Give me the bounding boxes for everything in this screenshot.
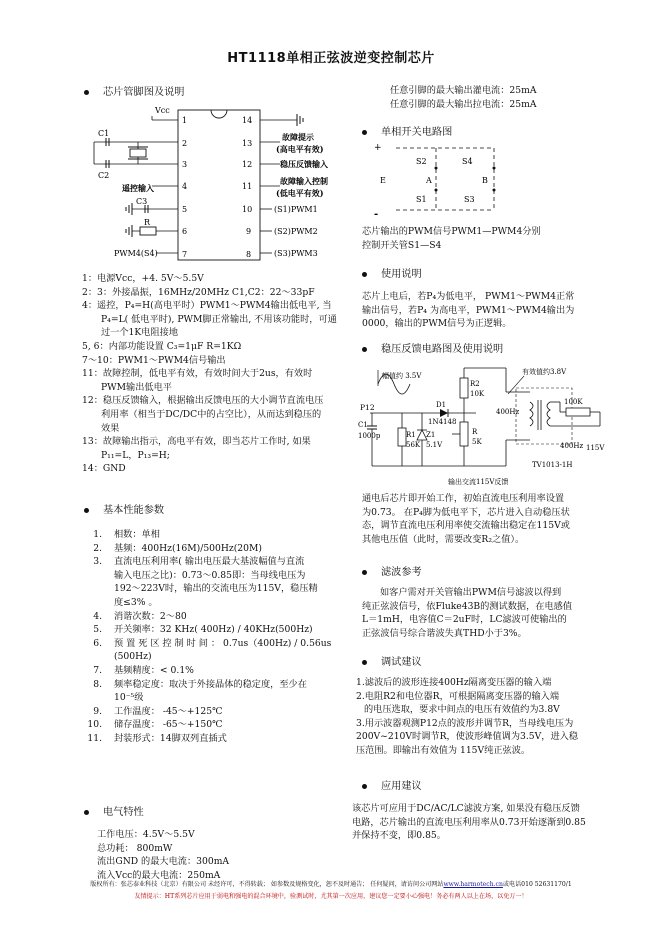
filter-line: 纯正弦波信号，依Fluke43B的测试数据，在电感值 [362,600,573,612]
pwm4-label: PWM4(S4) [114,249,158,258]
list-number: 3. [93,556,102,568]
section-title: 滤波参考 [381,567,422,578]
basic-param-text: 10⁻⁵级 [114,692,144,704]
ac-feedback-label: 输出交流115V反馈 [448,478,509,486]
current-limit-line: 任意引脚的最大输出拉电流：25mA [390,98,537,110]
bullet-icon [362,272,367,277]
debug-line: 1.滤波后的波形连接400Hz隔离变压器的输入端 [356,677,552,688]
basic-param-row [82,650,352,664]
d1-label: D1 [436,401,447,409]
basic-param-row [82,732,352,746]
section-title: 稳压反馈电路图及使用说明 [381,344,504,355]
usage-text [362,290,574,331]
basic-param-row [82,678,352,692]
basic-param-row [82,610,352,624]
pin-number: 6 [182,227,188,236]
pin-description-line: 利用率（相当于DC/DC中的占空比），从而达到稳压的 [101,408,322,420]
hz400b-label: 400Hz [560,442,584,450]
usage-line: 0000，输出的PWM信号为正逻辑。 [362,318,512,330]
basic-param-row [82,596,352,610]
basic-param-text: 基频：400Hz(16M)/500Hz(20M) [114,542,262,554]
feedback-line: 其他电压值（此时，需要改变R₂之值）。 [362,533,525,545]
rms-label: 有效值约3.8V [522,368,567,376]
section-title: 调试建议 [381,657,422,668]
feedback-circuit-diagram [356,364,612,490]
transformer-label: TV1013-1H [532,461,573,469]
basic-param-row [82,569,352,583]
switch-circuit-diagram [370,140,530,220]
section-title: 芯片管脚图及说明 [103,87,185,98]
pin-number: 9 [246,227,252,236]
debug-line: 3.用示波器观测P12点的波形并调节R，当母线电压为 [356,717,574,729]
bullet-icon [84,508,89,513]
pin-description-line: 2：3：外接晶振，16MHz/20MHz C1,C2：22～33pF [82,286,315,298]
d1-value: 1N4148 [428,418,457,426]
debug-line: 2.电阻R2和电位器R，可根据隔离变压器的输入端 [356,690,560,702]
basic-param-row [82,623,352,637]
basic-param-text: 度≤3% 。 [114,596,158,608]
vcc-label: Vcc [155,106,170,115]
app-line: 该芯片可应用于DC/AC/LC滤波方案, 如果没有稳压反馈 [352,803,580,814]
bullet-icon [84,810,89,815]
section-title: 使用说明 [381,269,422,280]
basic-param-text: 封装形式：14脚双列直插式 [114,732,227,744]
e-label: E [380,176,386,185]
amplitude-label: 幅值约 3.5V [382,372,422,380]
usage-line: 输出信号，若P₄ 为高电平，PWM1～PWM4输出为 [362,304,575,316]
section-heading-feedback [362,343,503,357]
list-number: 1. [93,529,102,540]
debug-line: 200V~210V时调节R，使波形峰值调为3.5V，进入稳 [356,731,579,743]
section-title: 应用建议 [381,781,422,792]
debug-line: 的电压选取，要求中间点的电压有效值约为3.8V [364,704,560,716]
pin-number: 13 [242,139,253,148]
basic-param-row [82,528,352,542]
v115-label: 115V [586,444,605,452]
p12-label: P12 [360,403,375,412]
basic-param-text: 消谐次数：2～80 [114,610,187,622]
section-heading-basic [84,504,164,518]
section-title: 电气特性 [103,807,144,818]
list-number [82,596,102,610]
bullet-icon [362,130,367,135]
pin-number: 1 [182,116,188,125]
basic-param-text: 相数：单相 [114,529,160,540]
basic-param-row [82,637,352,651]
s4-label: S4 [462,157,473,166]
feedback-line: 态，调节直流电压利用率使交流输出稳定在115V或 [362,520,570,532]
section-heading-filter [362,566,422,580]
bullet-icon [362,784,367,789]
list-number: 8. [93,678,102,690]
r2-value: 10K [470,390,485,398]
usage-line: 芯片上电后，若P₄为低电平， PWM1～PWM4正常 [362,291,575,302]
bullet-icon [362,660,367,665]
hz400-label: 400Hz [496,408,520,416]
basic-param-text: 储存温度： -65～+150℃ [114,719,223,731]
pin-description-line: 过一个1K电阻接地 [101,327,179,339]
feedback-line: 通电后芯片即开始工作，初始直流电压利用率设置 [362,493,565,504]
r1-value: 56K [406,441,421,449]
list-number: 11. [87,732,102,744]
section-title: 基本性能参数 [103,505,165,516]
current-limit-line: 任意引脚的最大输出灌电流：25mA [390,85,537,96]
footer-text: 版权所有：张芯泰业科技（北京）有限公司 未经许可，不得转载； 如参数及规格变化，恕不及时通告； 任何疑问，请访问公司网站 [90,881,444,888]
fault-input-label: 故障输入控制 [280,176,328,186]
list-number [82,650,102,664]
pin-number: 12 [242,160,253,169]
s1-label: S1 [416,195,427,204]
basic-param-row [82,582,352,596]
switch-caption [362,225,541,252]
pin-number: 4 [182,182,188,191]
pin-description-line: 4：遥控，P₄=H(高电平时）PWM1～PWM4输出低电平, 当 [82,300,332,312]
list-number: 6. [93,637,102,649]
fault-output-note: (高电平有效) [276,144,324,154]
basic-params-list [82,528,352,746]
pwm2-label: (S2)PWM2 [274,227,318,236]
footer-copyright [0,880,662,889]
basic-param-row [82,691,352,705]
footer-warning: 友情提示：HT系列芯片应用于弱电和强电的混合环境中，验测试时，尤其第一次应用，建议您一定要小心强电！务必有两人以上在场，以免万一！ [134,893,528,900]
pin-description-line: P₁₁=L，P₁₃=H; [101,449,170,461]
app-line: 电路，芯片输出的直流电压利用率从0.73开始逐渐到0.85 [352,816,586,828]
z1-label: Z1 [426,431,436,439]
basic-param-row [82,705,352,719]
basic-param-row [82,555,352,569]
list-number [82,582,102,596]
list-number: 9. [93,705,102,717]
pinout-diagram [92,100,352,270]
basic-param-text: 输入电压之比)：0.73～0.85即：当母线电压为 [114,569,306,581]
electrical-list [97,828,229,882]
c3-label: C3 [136,197,148,206]
pin-description-line: P₄=L( 低电平时), PWM脚正常输出, 不用该功能时，可通 [101,313,337,325]
footer-phone: 或电话010 52631170/1 [502,881,572,888]
debug-line: 压范围。即输出有效值为 115V纯正弦波。 [356,744,531,756]
feedback-line: 为0.73。 在P₄脚为低电平下，芯片进入自动稳压状 [362,506,570,518]
electrical-line: 流出GND 的最大电流：300mA [97,856,230,868]
list-number: 5. [93,624,102,636]
list-number [82,691,102,705]
basic-param-text: 预 置 死 区 控 制 时 间 ： 0.7us（400Hz) / 0.56us [114,637,332,649]
r-label: R [472,428,478,436]
r-value: 5K [472,438,482,446]
list-number [82,569,102,583]
basic-param-row [82,718,352,732]
pin-number: 11 [242,182,253,191]
current-limits [390,84,536,111]
c1-value: 1000p [358,432,381,440]
pin-description-line: 7～10：PWM1～PWM4信号输出 [82,354,226,366]
footer-website-link[interactable]: www.harmotech.cn [443,881,503,888]
pin-description-line: 13：故障输出指示，高电平有效，即当芯片工作时, 如果 [82,436,311,448]
fault-output-label: 故障提示 [282,132,314,142]
pin-number: 10 [242,205,253,214]
list-number: 2. [93,542,102,554]
filter-text [362,586,572,640]
remote-input-label: 遥控输入 [122,183,154,193]
c2-label: C2 [98,171,110,180]
minus-label: - [374,209,379,220]
bullet-icon [362,347,367,352]
pin-description-line: PWM输出低电平 [101,381,172,393]
basic-param-text: 工作温度： -45～+125℃ [114,705,223,717]
basic-param-text: 192～223V时，输出的交流电压为115V，稳压精 [114,583,318,595]
pin-number: 5 [182,205,188,214]
a-label: A [426,176,432,185]
page-title: HT1118单相正弦波逆变控制芯片 [227,51,435,66]
section-heading-pinout [84,86,185,100]
r1-label: R1 [406,431,416,439]
filter-line: 正弦波信号综合谐波失真THD小于3%。 [362,627,527,639]
pin-description-line: 5, 6：内部功能设置 C₃=1μF R=1KΩ [82,340,242,352]
pin-description-line: 11：故障控制，低电平有效，有效时间大于2us，有效时 [82,368,313,380]
filter-line: L＝1mH，电容值C＝2uF时，LC滤波可使输出的 [362,614,567,626]
electrical-line: 总功耗： 800mW [97,842,173,854]
pin-description-line: 14：GND [82,463,126,475]
b-label: B [482,176,488,185]
list-number: 7. [93,664,102,676]
basic-param-row [82,664,352,678]
section-heading-debug [362,656,422,670]
basic-param-text: 开关频率：32 KHz( 400Hz) / 40KHz(500Hz) [114,624,313,636]
app-line: 并保持不变，即0.85。 [352,830,446,842]
section-title: 单相开关电路图 [381,127,453,138]
caption-line: 控制开关管S1—S4 [362,239,442,251]
pin-description-line: 12：稳压反馈输入，根据输出反馈电压的大小调节直流电压 [82,395,324,407]
c1-label: C1 [98,129,110,138]
basic-param-text: 直流电压利用率( 输出电压最大基波幅值与直流 [114,556,305,568]
feedback-input-label: 稳压反馈输入 [280,159,328,169]
fault-input-note: (低电平有效) [276,188,324,198]
electrical-line: 工作电压：4.5V～5.5V [97,829,195,840]
pin-number: 8 [246,250,252,259]
pin-number: 7 [182,250,188,259]
pin-description-list [82,272,352,476]
pin-description-line: 效果 [101,422,120,434]
k100-label: 100K [564,398,583,406]
feedback-description [362,492,570,546]
debug-text [356,676,578,758]
list-number: 4. [93,610,102,622]
basic-param-text: (500Hz) [114,651,152,663]
pwm1-label: (S1)PWM1 [274,205,318,214]
plus-label: + [374,143,382,153]
pwm3-label: (S3)PWM3 [274,249,318,258]
electrical-line: 流入Vcc的最大电流：250mA [97,869,221,881]
c1-label: C1 [358,421,368,429]
basic-param-text: 基频精度：< 0.1% [114,664,194,676]
section-heading-app [362,780,422,794]
app-text [352,802,586,843]
s2-label: S2 [416,157,427,166]
pin-number: 3 [182,160,188,169]
pin-number: 14 [242,116,253,125]
basic-param-row [82,542,352,556]
section-heading-usage [362,268,422,282]
pin-number: 2 [182,139,188,148]
list-number: 10. [87,719,102,731]
z1-value: 5.1V [426,441,443,449]
r2-label: R2 [470,380,480,388]
pin-description-line: 1：电源Vcc，+4. 5V～5.5V [82,273,204,284]
caption-line: 芯片输出的PWM信号PWM1—PWM4分别 [362,226,541,237]
basic-param-text: 频率稳定度：取决于外接晶体的稳定度，至少在 [114,678,307,690]
bullet-icon [84,90,89,95]
section-heading-switch [362,126,452,140]
section-heading-electrical [84,806,144,820]
r-label: R [144,218,151,227]
bullet-icon [362,570,367,575]
filter-line: 如客户需对开关管输出PWM信号滤波以得到 [380,587,562,598]
s3-label: S3 [464,195,475,204]
